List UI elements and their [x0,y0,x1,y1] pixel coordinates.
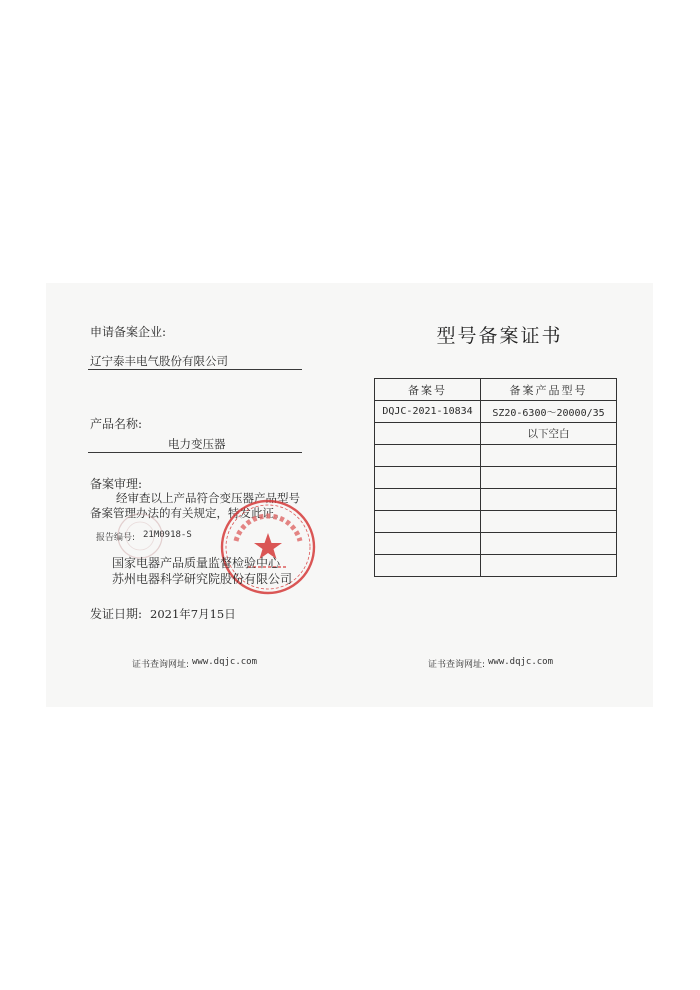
report-number-label: 报告编号: [96,533,136,543]
certificate-spread [46,283,653,707]
header-record-number: 备案号 [375,379,481,401]
product-model-cell: 以下空白 [481,423,617,445]
record-number-cell: DQJC-2021-10834 [375,401,481,423]
table-row [375,467,617,489]
product-model-cell: SZ20-6300～20000/35 [481,401,617,423]
product-value: 电力变压器 [168,437,226,451]
table-row [375,489,617,511]
table-row [375,555,617,577]
product-model-cell [481,511,617,533]
left-query-label: 证书查询网址: [132,660,190,670]
right-page [346,283,653,707]
product-label: 产品名称: [90,417,143,431]
product-model-cell [481,489,617,511]
product-model-cell [481,555,617,577]
table-row [375,445,617,467]
table-row [375,511,617,533]
issue-date-label: 发证日期: [90,607,143,621]
product-underline [88,452,302,453]
issuer-line1: 国家电器产品质量监督检验中心 [112,556,281,570]
issuer-line2: 苏州电器科学研究院股份有限公司 [112,572,293,586]
applicant-underline [88,369,302,370]
faint-stamp-icon [110,511,170,561]
record-number-cell [375,489,481,511]
product-model-cell [481,467,617,489]
report-number-value: 21M0918-S [143,530,192,540]
product-model-cell [481,445,617,467]
record-number-cell [375,511,481,533]
right-query-label: 证书查询网址: [428,660,486,670]
product-model-cell [481,533,617,555]
record-number-cell [375,555,481,577]
record-number-cell [375,445,481,467]
issue-date-value: 2021年7月15日 [150,607,236,621]
applicant-value: 辽宁泰丰电气股份有限公司 [90,354,228,368]
record-number-cell [375,467,481,489]
record-number-cell [375,423,481,445]
review-text-line1: 经审查以上产品符合变压器产品型号 [116,491,300,505]
review-text-line2: 备案管理办法的有关规定，特发此证。 [90,506,286,520]
left-query-url: www.dqjc.com [192,657,258,667]
record-table-header-row [375,379,617,401]
record-number-cell [375,533,481,555]
left-page [46,283,346,707]
review-label: 备案审理: [90,477,143,491]
applicant-label: 申请备案企业: [90,325,167,339]
header-product-model: 备案产品型号 [481,379,617,401]
certificate-title: 型号备案证书 [436,325,563,347]
table-row [375,401,617,423]
right-query-url: www.dqjc.com [488,657,554,667]
table-row [375,533,617,555]
table-row [375,423,617,445]
record-table [374,378,617,577]
